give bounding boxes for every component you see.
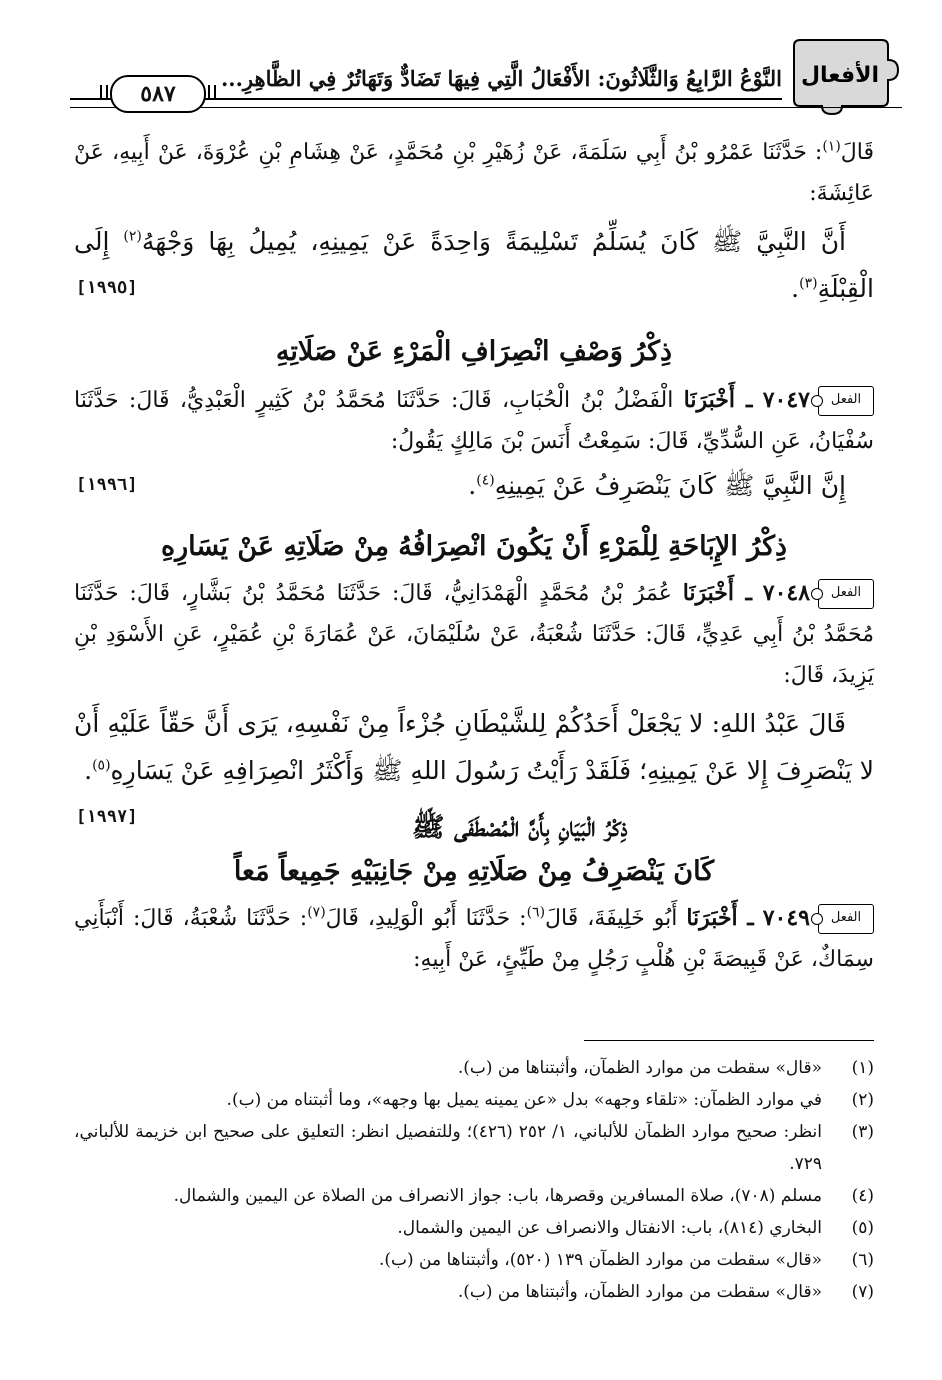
footnote-item: (١) «قال» سقطت من موارد الظمآن، وأثبتناها من (ب). — [457, 1058, 874, 1078]
page-body — [74, 132, 874, 980]
chain-paragraph: الفعل٧٠٤٩ ـ أَخْبَرَنَا أَبُو خَلِيفَةَ، قَالَ$^{(٦)}$: حَدَّثَنَا أَبُو الْوَلِيدِ، قَالَ$^{(٧)}$: حَدَّثَنَا شُعْبَةُ، قَالَ: أَنْبَأَنِي سِمَاكٌ، عَنْ قَبِيصَةَ بْنِ هُلْبٍ رَجُلٍ مِنْ طَيِّئٍ، عَنْ أَبِيهِ: — [74, 904, 874, 972]
action-tag-icon: الفعل — [818, 386, 874, 416]
hadith-reference: [١٩٩٧] — [76, 807, 138, 827]
hadith-text: إِنَّ النَّبِيَّ ﷺ كَانَ يَنْصَرِفُ عَنْ يَمِينِهِ$^{(٤)}$. [١٩٩٦] — [74, 462, 874, 509]
footnote-ref: (٤) — [476, 472, 495, 489]
puzzle-badge-icon — [782, 30, 902, 114]
footnote-ref: (٢) — [123, 228, 142, 245]
footnote-divider — [584, 1040, 874, 1041]
chapter-title: النَّوْعُ الرَّابِعُ وَالثَّلَاثُونَ: الأَفْعَالُ الَّتِي فِيهَا تَضَادٌّ وَتَهَاتُرٌ فِي الظَّاهِرِ... — [221, 66, 782, 91]
action-tag-icon: الفعل — [818, 904, 874, 934]
footnote-item: (٦) «قال» سقطت من موارد الظمآن ١٣٩ (٥٢٠)، وأثبتناها من (ب). — [378, 1250, 874, 1270]
footnote-ref: (٦) — [526, 904, 546, 921]
page-header — [70, 30, 902, 120]
hadith-number: ٧٠٤٨ — [762, 580, 811, 606]
action-tag-icon: الفعل — [818, 579, 874, 609]
footnote-item: (٤) مسلم (٧٠٨)، صلاة المسافرين وقصرها، باب: جواز الانصراف من الصلاة عن اليمين والشمال. — [173, 1186, 874, 1206]
section-heading: ذِكْرُ وَصْفِ انْصِرَافِ الْمَرْءِ عَنْ صَلَاتِهِ — [275, 336, 673, 367]
footnote-ref: (١) — [822, 138, 841, 155]
footnotes — [74, 1052, 874, 1308]
hadith-number: ٧٠٤٩ — [762, 905, 810, 931]
section-heading: ذِكْرُ الْبَيَانِ بِأَنَّ الْمُصْطَفَى ﷺ كَانَ يَنْصَرِفُ مِنْ صَلَاتِهِ مِنْ جَانِبَيْهِ جَمِيعاً مَعاً — [233, 812, 715, 887]
page-number: ٥٨٧ — [110, 75, 206, 113]
badge-label: الأفعال — [800, 63, 880, 88]
footnote-ref: (٥) — [92, 757, 111, 774]
footnote-ref: (٣) — [799, 275, 818, 292]
footnote-item: (٧) «قال» سقطت من موارد الظمآن، وأثبتناها من (ب). — [457, 1282, 874, 1302]
section-heading: ذِكْرُ الإِبَاحَةِ لِلْمَرْءِ أَنْ يَكُونَ انْصِرَافُهُ مِنْ صَلَاتِهِ عَنْ يَسَارِهِ — [160, 531, 787, 562]
chain-paragraph: الفعل٧٠٤٨ ـ أَخْبَرَنَا عُمَرُ بْنُ مُحَمَّدٍ الْهَمْدَانِيُّ، قَالَ: حَدَّثَنَا مُحَمَّدُ بْنُ بَشَّارٍ، قَالَ: حَدَّثَنَا مُحَمَّدُ بْنُ أَبِي عَدِيٍّ، قَالَ: حَدَّثَنَا شُعْبَةُ، عَنْ سُلَيْمَانَ، عَنْ عُمَارَةَ بْنِ عُمَيْرٍ، عَنِ الأَسْوَدِ بْنِ يَزِيدَ، قَالَ: — [74, 580, 874, 688]
hadith-text: قَالَ عَبْدُ اللهِ: لا يَجْعَلْ أَحَدُكُمْ لِلشَّيْطَانِ جُزْءاً مِنْ نَفْسِهِ، يَرَى أَنَّ حَقّاً عَلَيْهِ أَنْ لا يَنْصَرِفَ إِلا عَنْ يَمِينِهِ؛ فَلَقَدْ رَأَيْتُ رَسُولَ اللهِ ﷺ وَأَكْثَرُ انْصِرَافِهِ عَنْ يَسَارِهِ$^{(٥)}$. [١٩٩٧] — [74, 700, 874, 794]
hadith-number: ٧٠٤٧ — [762, 387, 810, 413]
chain-paragraph: الفعل٧٠٤٧ ـ أَخْبَرَنَا الْفَضْلُ بْنُ الْحُبَابِ، قَالَ: حَدَّثَنَا مُحَمَّدُ بْنُ كَثِيرٍ الْعَبْدِيُّ، قَالَ: حَدَّثَنَا سُفْيَانُ، عَنِ السُّدِّيِّ، قَالَ: سَمِعْتُ أَنَسَ بْنَ مَالِكٍ يَقُولُ: — [74, 387, 874, 454]
footnote-item: (٣) انظر: صحيح موارد الظمآن للألباني، ١/ ٢٥٢ (٤٢٦)؛ وللتفصيل انظر: التعليق على صحيح ابن خزيمة للألباني، ٧٢٩. — [74, 1122, 874, 1174]
hadith-reference: [١٩٩٥] — [76, 278, 138, 298]
hadith-reference: [١٩٩٦] — [76, 475, 138, 495]
footnote-ref: (٧) — [307, 904, 326, 921]
footnote-item: (٥) البخاري (٨١٤)، باب: الانفتال والانصراف عن اليمين والشمال. — [397, 1218, 874, 1238]
chain-paragraph: قَالَ$^{(١)}$: حَدَّثَنَا عَمْرُو بْنُ أَبِي سَلَمَةَ، عَنْ زُهَيْرِ بْنِ مُحَمَّدٍ، عَنْ هِشَامِ بْنِ عُرْوَةَ، عَنْ أَبِيهِ، عَنْ عَائِشَةَ: — [74, 138, 874, 206]
footnote-item: (٢) في موارد الظمآن: «تلقاء وجهه» بدل «عن يمينه يميل بها وجهه»، وما أثبتناه من (ب). — [226, 1090, 874, 1110]
hadith-text: أَنَّ النَّبِيَّ ﷺ كَانَ يُسَلِّمُ تَسْلِيمَةً وَاحِدَةً عَنْ يَمِينِهِ، يُمِيلُ بِهَا وَجْهَهُ$^{(٢)}$ إِلَى الْقِبْلَةِ$^{(٣)}$. [١٩٩٥] — [74, 218, 874, 312]
